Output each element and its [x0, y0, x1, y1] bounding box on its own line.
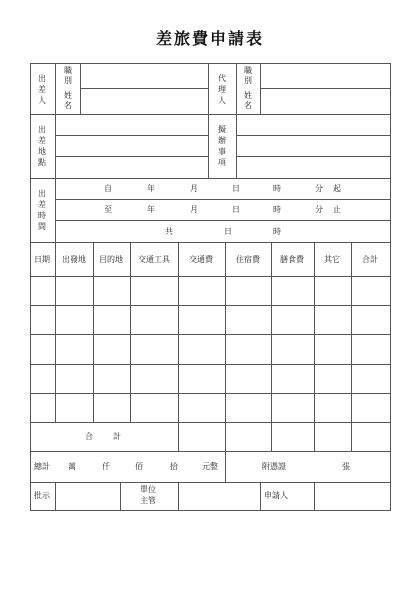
col-divider-7 — [314, 242, 315, 451]
col-divider-8 — [351, 242, 352, 451]
section2-bottom — [30, 178, 391, 179]
total-hour: 時 — [273, 227, 281, 236]
traveler-job-label-1: 職 — [64, 66, 72, 75]
deputy-left-divider — [208, 63, 209, 114]
deputy-job-field[interactable] — [261, 64, 390, 88]
destination-label: 出差地點 — [38, 125, 46, 167]
subtotal-bottom — [30, 451, 391, 452]
deputy-job-label-2: 別 — [244, 76, 252, 85]
deputy-label-divider — [236, 63, 237, 114]
subtotal-label: 合 計 — [85, 432, 127, 441]
header-transport-fee: 交通費 — [189, 255, 213, 264]
to-day: 日 — [232, 205, 240, 214]
from-year: 年 — [147, 184, 155, 193]
to-year: 年 — [147, 205, 155, 214]
attachment-unit: 張 — [342, 462, 350, 471]
grand-total-divider — [225, 451, 226, 482]
header-destination: 目的地 — [99, 255, 123, 264]
planned-label: 擬辦事項 — [218, 125, 226, 167]
traveler-label: 出差人 — [38, 74, 46, 105]
form-title: 差旅費申請表 — [155, 29, 264, 48]
traveler-job-label-2: 別 — [64, 76, 72, 85]
time-line-1 — [55, 199, 391, 200]
total-prefix: 共 — [165, 227, 173, 236]
header-date: 日期 — [34, 255, 50, 264]
col-divider-2 — [93, 242, 94, 422]
border-right — [390, 63, 391, 511]
unit-qian: 仟 — [102, 462, 110, 471]
header-meal-fee: 膳食費 — [280, 255, 304, 264]
header-transport: 交通工具 — [138, 255, 170, 264]
supervisor-label-2: 主管 — [140, 496, 156, 505]
destination-field[interactable] — [56, 115, 208, 178]
col-divider-4 — [178, 242, 179, 451]
col-divider-5 — [225, 242, 226, 451]
from-hour: 時 — [273, 184, 281, 193]
from-minute: 分 — [315, 184, 323, 193]
total-day: 日 — [224, 227, 232, 236]
traveler-label-divider — [55, 63, 56, 114]
traveler-name-field[interactable] — [81, 89, 207, 114]
time-label: 出差時間 — [38, 189, 46, 231]
unit-bai: 佰 — [135, 462, 143, 471]
from-day: 日 — [232, 184, 240, 193]
unit-shi: 拾 — [170, 462, 178, 471]
table-row-line-4 — [30, 393, 391, 394]
col-divider-6 — [271, 242, 272, 451]
deputy-name-field[interactable] — [261, 89, 390, 114]
col-divider-1 — [55, 242, 56, 422]
planned-left-divider — [208, 114, 209, 178]
attachment-label: 附憑證 — [262, 462, 286, 471]
from-start: 自 — [104, 184, 112, 193]
section3-bottom — [30, 242, 391, 243]
table-row-line-1 — [30, 305, 391, 306]
planned-items-field[interactable] — [237, 115, 390, 178]
applicant-left-divider — [260, 482, 261, 510]
table-row-line-2 — [30, 334, 391, 335]
header-lodging-fee: 住宿費 — [236, 255, 260, 264]
table-header-bottom — [30, 276, 391, 277]
traveler-name-label-2: 名 — [64, 101, 72, 110]
traveler-name-label-1: 姓 — [64, 91, 72, 100]
time-line-2 — [55, 220, 391, 221]
time-divider — [55, 178, 56, 242]
border-bottom — [30, 510, 391, 511]
unit-yuan: 元整 — [202, 462, 218, 471]
table-row-line-3 — [30, 364, 391, 365]
to-end: 止 — [333, 205, 341, 214]
traveler-job-field[interactable] — [81, 64, 207, 88]
unit-wan: 萬 — [68, 462, 76, 471]
supervisor-signature-field[interactable] — [179, 483, 260, 510]
deputy-label: 代理人 — [218, 74, 226, 105]
from-month: 月 — [190, 184, 198, 193]
to-month: 月 — [190, 205, 198, 214]
deputy-name-label-2: 名 — [244, 101, 252, 110]
border-left — [30, 63, 31, 511]
to-start: 至 — [104, 205, 112, 214]
from-begin: 起 — [333, 184, 341, 193]
applicant-signature-field[interactable] — [315, 483, 390, 510]
approval-field[interactable] — [56, 483, 120, 510]
header-total: 合計 — [362, 255, 378, 264]
grand-total-label: 總計 — [34, 462, 50, 471]
supervisor-left-divider — [120, 482, 121, 510]
to-minute: 分 — [315, 205, 323, 214]
deputy-name-label-1: 姓 — [244, 91, 252, 100]
applicant-label: 申請人 — [264, 491, 288, 500]
to-hour: 時 — [273, 205, 281, 214]
header-other: 其它 — [324, 255, 340, 264]
deputy-job-label-1: 職 — [244, 66, 252, 75]
approval-label: 批示 — [34, 491, 50, 500]
supervisor-label-1: 單位 — [140, 485, 156, 494]
header-departure: 出發地 — [62, 255, 86, 264]
table-row-line-5 — [30, 422, 391, 423]
col-divider-3 — [130, 242, 131, 422]
